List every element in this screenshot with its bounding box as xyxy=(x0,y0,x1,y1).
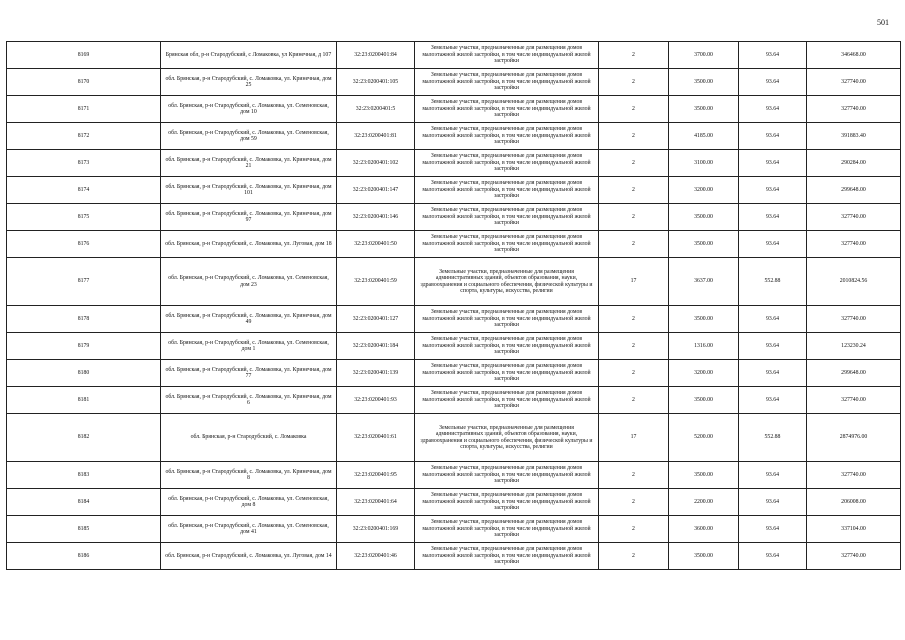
cadastral-value-cell: 327740.00 xyxy=(807,543,901,570)
use-group-cell: 2 xyxy=(599,204,669,231)
permitted-use-cell: Земельные участки, предназначенные для размещения домов малоэтажной жилой застройки, в том числе индивидуальной жилой застройки xyxy=(415,462,599,489)
address-cell: обл. Брянская, р-н Стародубский, с. Ломаковка, ул. Кринечная, дом 8 xyxy=(161,462,337,489)
cadastral-number-cell: 32:23:0200401:61 xyxy=(337,414,415,462)
table-row xyxy=(7,231,901,258)
area-cell: 3500.00 xyxy=(669,387,739,414)
cadastral-value-cell: 299648.00 xyxy=(807,360,901,387)
address-cell: обл. Брянская, р-н Стародубский, с. Ломаковка, ул. Кринечная, дом 21 xyxy=(161,150,337,177)
permitted-use-cell: Земельные участки, предназначенные для размещения домов малоэтажной жилой застройки, в том числе индивидуальной жилой застройки xyxy=(415,231,599,258)
row-number-cell: 8183 xyxy=(7,462,161,489)
cadastral-value-cell: 327740.00 xyxy=(807,306,901,333)
table-row xyxy=(7,462,901,489)
address-cell: Брянская обл, р-н Стародубский, с Ломаковка, ул Кринечная, д 107 xyxy=(161,42,337,69)
specific-value-cell: 93.64 xyxy=(739,96,807,123)
specific-value-cell: 93.64 xyxy=(739,306,807,333)
row-number-cell: 8173 xyxy=(7,150,161,177)
use-group-cell: 17 xyxy=(599,258,669,306)
use-group-cell: 2 xyxy=(599,333,669,360)
specific-value-cell: 93.64 xyxy=(739,333,807,360)
use-group-cell: 2 xyxy=(599,306,669,333)
specific-value-cell: 93.64 xyxy=(739,150,807,177)
use-group-cell: 2 xyxy=(599,69,669,96)
cadastral-value-cell: 299648.00 xyxy=(807,177,901,204)
row-number-cell: 8185 xyxy=(7,516,161,543)
table-body xyxy=(7,42,901,570)
specific-value-cell: 93.64 xyxy=(739,42,807,69)
row-number-cell: 8179 xyxy=(7,333,161,360)
address-cell: обл. Брянская, р-н Стародубский, с. Ломаковка, ул. Кринечная, дом 6 xyxy=(161,387,337,414)
cadastral-value-cell: 391883.40 xyxy=(807,123,901,150)
row-number-cell: 8175 xyxy=(7,204,161,231)
permitted-use-cell: Земельные участки, предназначенные для размещения домов малоэтажной жилой застройки, в том числе индивидуальной жилой застройки xyxy=(415,333,599,360)
use-group-cell: 2 xyxy=(599,489,669,516)
cadastral-value-cell: 327740.00 xyxy=(807,96,901,123)
cadastral-value-cell: 327740.00 xyxy=(807,387,901,414)
table-row xyxy=(7,489,901,516)
cadastral-value-cell: 337104.00 xyxy=(807,516,901,543)
cadastral-number-cell: 32:23:0200401:81 xyxy=(337,123,415,150)
address-cell: обл. Брянская, р-н Стародубский, с. Ломаковка, ул. Луговая, дом 18 xyxy=(161,231,337,258)
cadastral-value-cell: 2010824.56 xyxy=(807,258,901,306)
cadastral-number-cell: 32:23:0200401:95 xyxy=(337,462,415,489)
address-cell: обл. Брянская, р-н Стародубский, с. Ломаковка, ул. Семеновская, дом 1 xyxy=(161,333,337,360)
cadastral-number-cell: 32:23:0200401:46 xyxy=(337,543,415,570)
row-number-cell: 8184 xyxy=(7,489,161,516)
specific-value-cell: 93.64 xyxy=(739,462,807,489)
cadastral-number-cell: 32:23:0200401:146 xyxy=(337,204,415,231)
cadastral-value-cell: 327740.00 xyxy=(807,204,901,231)
specific-value-cell: 93.64 xyxy=(739,516,807,543)
cadastral-number-cell: 32:23:0200401:84 xyxy=(337,42,415,69)
area-cell: 3500.00 xyxy=(669,462,739,489)
cadastral-number-cell: 32:23:0200401:59 xyxy=(337,258,415,306)
use-group-cell: 2 xyxy=(599,360,669,387)
use-group-cell: 2 xyxy=(599,150,669,177)
table-row xyxy=(7,543,901,570)
area-cell: 3100.00 xyxy=(669,150,739,177)
address-cell: обл. Брянская, р-н Стародубский, с. Ломаковка, ул. Кринечная, дом 101 xyxy=(161,177,337,204)
specific-value-cell: 93.64 xyxy=(739,123,807,150)
address-cell: обл. Брянская, р-н Стародубский, с. Ломаковка, ул. Семеновская, дом 41 xyxy=(161,516,337,543)
table-row xyxy=(7,360,901,387)
use-group-cell: 2 xyxy=(599,42,669,69)
permitted-use-cell: Земельные участки, предназначенные для размещения домов малоэтажной жилой застройки, в том числе индивидуальной жилой застройки xyxy=(415,387,599,414)
cadastral-value-cell: 327740.00 xyxy=(807,231,901,258)
area-cell: 3500.00 xyxy=(669,543,739,570)
table-row xyxy=(7,69,901,96)
area-cell: 2200.00 xyxy=(669,489,739,516)
specific-value-cell: 93.64 xyxy=(739,69,807,96)
specific-value-cell: 93.64 xyxy=(739,204,807,231)
address-cell: обл. Брянская, р-н Стародубский, с. Ломаковка, ул. Кринечная, дом 77 xyxy=(161,360,337,387)
permitted-use-cell: Земельные участки, предназначенные для размещения домов малоэтажной жилой застройки, в том числе индивидуальной жилой застройки xyxy=(415,516,599,543)
area-cell: 5200.00 xyxy=(669,414,739,462)
row-number-cell: 8186 xyxy=(7,543,161,570)
row-number-cell: 8182 xyxy=(7,414,161,462)
specific-value-cell: 93.64 xyxy=(739,360,807,387)
table-row xyxy=(7,204,901,231)
area-cell: 3600.00 xyxy=(669,516,739,543)
row-number-cell: 8177 xyxy=(7,258,161,306)
specific-value-cell: 93.64 xyxy=(739,231,807,258)
cadastral-value-cell: 346468.00 xyxy=(807,42,901,69)
table-row xyxy=(7,414,901,462)
address-cell: обл. Брянская, р-н Стародубский, с. Ломаковка, ул. Семеновская, дом 59 xyxy=(161,123,337,150)
cadastral-number-cell: 32:23:0200401:64 xyxy=(337,489,415,516)
specific-value-cell: 93.64 xyxy=(739,489,807,516)
table-row xyxy=(7,387,901,414)
cadastral-number-cell: 32:23:0200401:50 xyxy=(337,231,415,258)
use-group-cell: 2 xyxy=(599,231,669,258)
permitted-use-cell: Земельные участки, предназначенные для размещения домов малоэтажной жилой застройки, в том числе индивидуальной жилой застройки xyxy=(415,96,599,123)
permitted-use-cell: Земельные участки, предназначенные для размещения домов малоэтажной жилой застройки, в том числе индивидуальной жилой застройки xyxy=(415,42,599,69)
row-number-cell: 8176 xyxy=(7,231,161,258)
table-row xyxy=(7,306,901,333)
table-row xyxy=(7,516,901,543)
permitted-use-cell: Земельные участки, предназначенные для размещения домов малоэтажной жилой застройки, в том числе индивидуальной жилой застройки xyxy=(415,306,599,333)
specific-value-cell: 93.64 xyxy=(739,177,807,204)
address-cell: обл. Брянская, р-н Стародубский, с. Ломаковка, ул. Кринечная, дом 49 xyxy=(161,306,337,333)
area-cell: 3700.00 xyxy=(669,42,739,69)
row-number-cell: 8181 xyxy=(7,387,161,414)
cadastral-value-cell: 290284.00 xyxy=(807,150,901,177)
permitted-use-cell: Земельные участки, предназначенные для размещения домов малоэтажной жилой застройки, в том числе индивидуальной жилой застройки xyxy=(415,177,599,204)
address-cell: обл. Брянская, р-н Стародубский, с. Ломаковка, ул. Кринечная, дом 25 xyxy=(161,69,337,96)
table-row xyxy=(7,42,901,69)
cadastral-number-cell: 32:23:0200401:5 xyxy=(337,96,415,123)
area-cell: 3500.00 xyxy=(669,96,739,123)
address-cell: обл. Брянская, р-н Стародубский, с. Ломаковка, ул. Семеновская, дом 8 xyxy=(161,489,337,516)
table-row xyxy=(7,333,901,360)
area-cell: 3200.00 xyxy=(669,177,739,204)
cadastral-value-cell: 2874976.00 xyxy=(807,414,901,462)
area-cell: 4185.00 xyxy=(669,123,739,150)
cadastral-value-table xyxy=(6,41,901,570)
permitted-use-cell: Земельные участки, предназначенные для размещения домов малоэтажной жилой застройки, в том числе индивидуальной жилой застройки xyxy=(415,123,599,150)
row-number-cell: 8174 xyxy=(7,177,161,204)
cadastral-number-cell: 32:23:0200401:93 xyxy=(337,387,415,414)
specific-value-cell: 93.64 xyxy=(739,387,807,414)
permitted-use-cell: Земельные участки, предназначенные для размещения домов малоэтажной жилой застройки, в том числе индивидуальной жилой застройки xyxy=(415,489,599,516)
permitted-use-cell: Земельные участки, предназначенные для размещения административных зданий, объектов образования, науки, здравоохранения и социального обеспечения, физической культуры и спорта, культуры, искусства, религии xyxy=(415,258,599,306)
area-cell: 3500.00 xyxy=(669,204,739,231)
row-number-cell: 8171 xyxy=(7,96,161,123)
use-group-cell: 17 xyxy=(599,414,669,462)
specific-value-cell: 552.88 xyxy=(739,414,807,462)
use-group-cell: 2 xyxy=(599,96,669,123)
row-number-cell: 8172 xyxy=(7,123,161,150)
cadastral-number-cell: 32:23:0200401:102 xyxy=(337,150,415,177)
cadastral-value-cell: 123230.24 xyxy=(807,333,901,360)
permitted-use-cell: Земельные участки, предназначенные для размещения домов малоэтажной жилой застройки, в том числе индивидуальной жилой застройки xyxy=(415,204,599,231)
row-number-cell: 8178 xyxy=(7,306,161,333)
permitted-use-cell: Земельные участки, предназначенные для размещения домов малоэтажной жилой застройки, в том числе индивидуальной жилой застройки xyxy=(415,360,599,387)
area-cell: 1316.00 xyxy=(669,333,739,360)
cadastral-value-cell: 206008.00 xyxy=(807,489,901,516)
cadastral-number-cell: 32:23:0200401:169 xyxy=(337,516,415,543)
page-number: 501 xyxy=(877,18,889,27)
address-cell: обл. Брянская, р-н Стародубский, с. Ломаковка, ул. Луговая, дом 14 xyxy=(161,543,337,570)
row-number-cell: 8169 xyxy=(7,42,161,69)
use-group-cell: 2 xyxy=(599,462,669,489)
address-cell: обл. Брянская, р-н Стародубский, с. Ломаковка, ул. Кринечная, дом 97 xyxy=(161,204,337,231)
cadastral-value-cell: 327740.00 xyxy=(807,69,901,96)
specific-value-cell: 552.88 xyxy=(739,258,807,306)
row-number-cell: 8170 xyxy=(7,69,161,96)
area-cell: 3500.00 xyxy=(669,231,739,258)
table-row xyxy=(7,96,901,123)
address-cell: обл. Брянская, р-н Стародубский, с. Ломаковка, ул. Семеновская, дом 10 xyxy=(161,96,337,123)
table-row xyxy=(7,177,901,204)
use-group-cell: 2 xyxy=(599,516,669,543)
use-group-cell: 2 xyxy=(599,177,669,204)
permitted-use-cell: Земельные участки, предназначенные для размещения домов малоэтажной жилой застройки, в том числе индивидуальной жилой застройки xyxy=(415,543,599,570)
cadastral-number-cell: 32:23:0200401:184 xyxy=(337,333,415,360)
use-group-cell: 2 xyxy=(599,387,669,414)
area-cell: 3637.00 xyxy=(669,258,739,306)
cadastral-number-cell: 32:23:0200401:105 xyxy=(337,69,415,96)
address-cell: обл. Брянская, р-н Стародубский, с. Ломаковка xyxy=(161,414,337,462)
cadastral-number-cell: 32:23:0200401:127 xyxy=(337,306,415,333)
row-number-cell: 8180 xyxy=(7,360,161,387)
cadastral-value-cell: 327740.00 xyxy=(807,462,901,489)
specific-value-cell: 93.64 xyxy=(739,543,807,570)
area-cell: 3500.00 xyxy=(669,306,739,333)
permitted-use-cell: Земельные участки, предназначенные для размещения домов малоэтажной жилой застройки, в том числе индивидуальной жилой застройки xyxy=(415,150,599,177)
cadastral-number-cell: 32:23:0200401:147 xyxy=(337,177,415,204)
area-cell: 3500.00 xyxy=(669,69,739,96)
permitted-use-cell: Земельные участки, предназначенные для размещения домов малоэтажной жилой застройки, в том числе индивидуальной жилой застройки xyxy=(415,69,599,96)
table-row xyxy=(7,258,901,306)
use-group-cell: 2 xyxy=(599,543,669,570)
cadastral-number-cell: 32:23:0200401:139 xyxy=(337,360,415,387)
table-row xyxy=(7,123,901,150)
use-group-cell: 2 xyxy=(599,123,669,150)
address-cell: обл. Брянская, р-н Стародубский, с. Ломаковка, ул. Семеновская, дом 23 xyxy=(161,258,337,306)
table-row xyxy=(7,150,901,177)
area-cell: 3200.00 xyxy=(669,360,739,387)
permitted-use-cell: Земельные участки, предназначенные для размещения административных зданий, объектов образования, науки, здравоохранения и социального обеспечения, физической культуры и спорта, культуры, искусства, религии xyxy=(415,414,599,462)
